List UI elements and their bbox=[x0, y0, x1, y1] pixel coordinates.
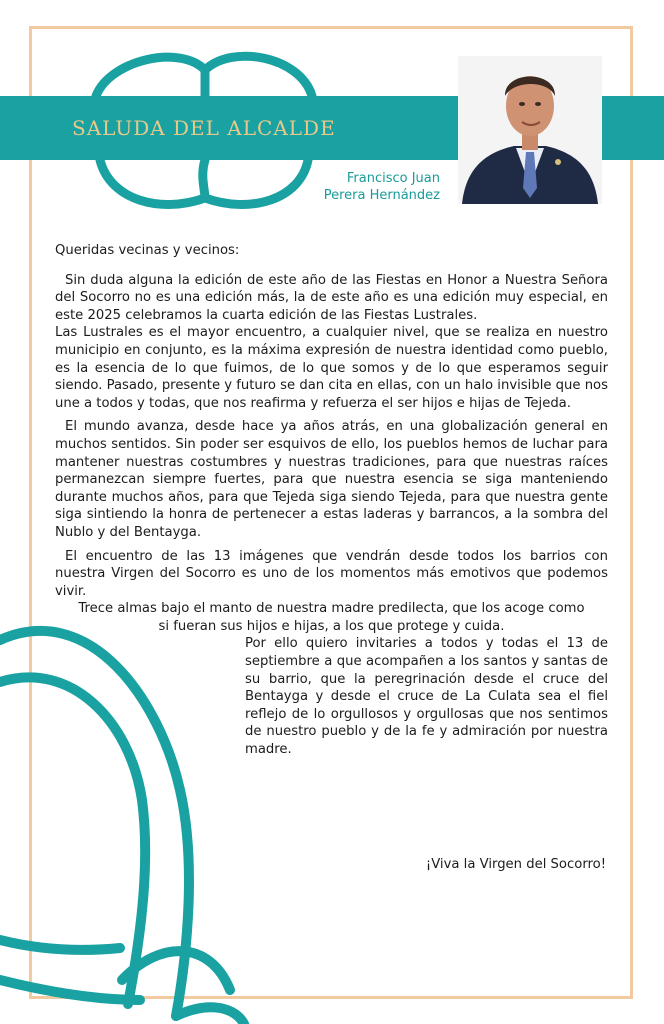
author-line-2: Perera Hernández bbox=[323, 188, 440, 203]
letter-paragraph-5: Por ello quiero invitaries a todos y todas el 13 de septiembre a que acompañen a los santos y santas de su barrio, que la peregrinación desde el cruce del Bentayga y desde el cruce de La Culata sea el fiel reflejo de lo orgullosos y orgullosas que nos sentimos de nuestro pueblo y de la fe y admiración por nuestra madre. bbox=[245, 636, 608, 758]
letter-paragraph-1: Sin duda alguna la edición de este año de las Fiestas en Honor a Nuestra Señora del Socorro no es una edición más, la de este año es una edición muy especial, en este 2025 celebramos la cuarta edición de las Fiestas Lustrales. bbox=[55, 272, 608, 323]
mayor-photo bbox=[458, 56, 602, 204]
letter-paragraph-4-line-2: Trece almas bajo el manto de nuestra madre predilecta, que los acoge como bbox=[78, 601, 585, 617]
author-name bbox=[300, 170, 440, 204]
author-line-1: Francisco Juan bbox=[346, 171, 440, 186]
letter-paragraph-2: Las Lustrales es el mayor encuentro, a cualquier nivel, que se realiza en nuestro municipio en conjunto, es la máxima expresión de nuestra identidad como pueblo, es la esencia de lo que fuimos, de lo que somos y de lo que esperamos seguir siendo. Pasado, presente y futuro se dan cita en ellas, con un halo invisible que nos une a todos y todas, que nos reafirma y refuerza el ser hijos e hijas de Tejeda. bbox=[55, 325, 608, 411]
letter-paragraph-4: El encuentro de las 13 imágenes que vendrán desde todos los barrios con nuestra Virgen del Socorro es uno de los momentos más emotivos que podemos vivir. bbox=[55, 548, 608, 599]
page-title: SALUDA DEL ALCALDE bbox=[72, 116, 336, 140]
letter-paragraph-4-line-3: si fueran sus hijos e hijas, a los que protege y cuida. bbox=[158, 618, 505, 634]
letter-paragraph-3: El mundo avanza, desde hace ya años atrás, en una globalización general en muchos sentidos. Sin poder ser esquivos de ello, los pueblos hemos de luchar para mantener nuestras costumbres y nuestras tradiciones, para que nuestras raíces permanezcan siempre fuertes, para que nuestra esencia se siga manteniendo durante muchos años, para que Tejeda siga siendo Tejeda, para que nuestra gente siga sintiendo la honra de pertenecer a estas laderas y barrancos, a la sombra del Nublo y del Bentayga. bbox=[55, 419, 608, 540]
letter-closing: ¡Viva la Virgen del Socorro! bbox=[425, 857, 606, 872]
letter-body bbox=[55, 242, 608, 759]
letter-greeting: Queridas vecinas y vecinos: bbox=[55, 243, 240, 258]
